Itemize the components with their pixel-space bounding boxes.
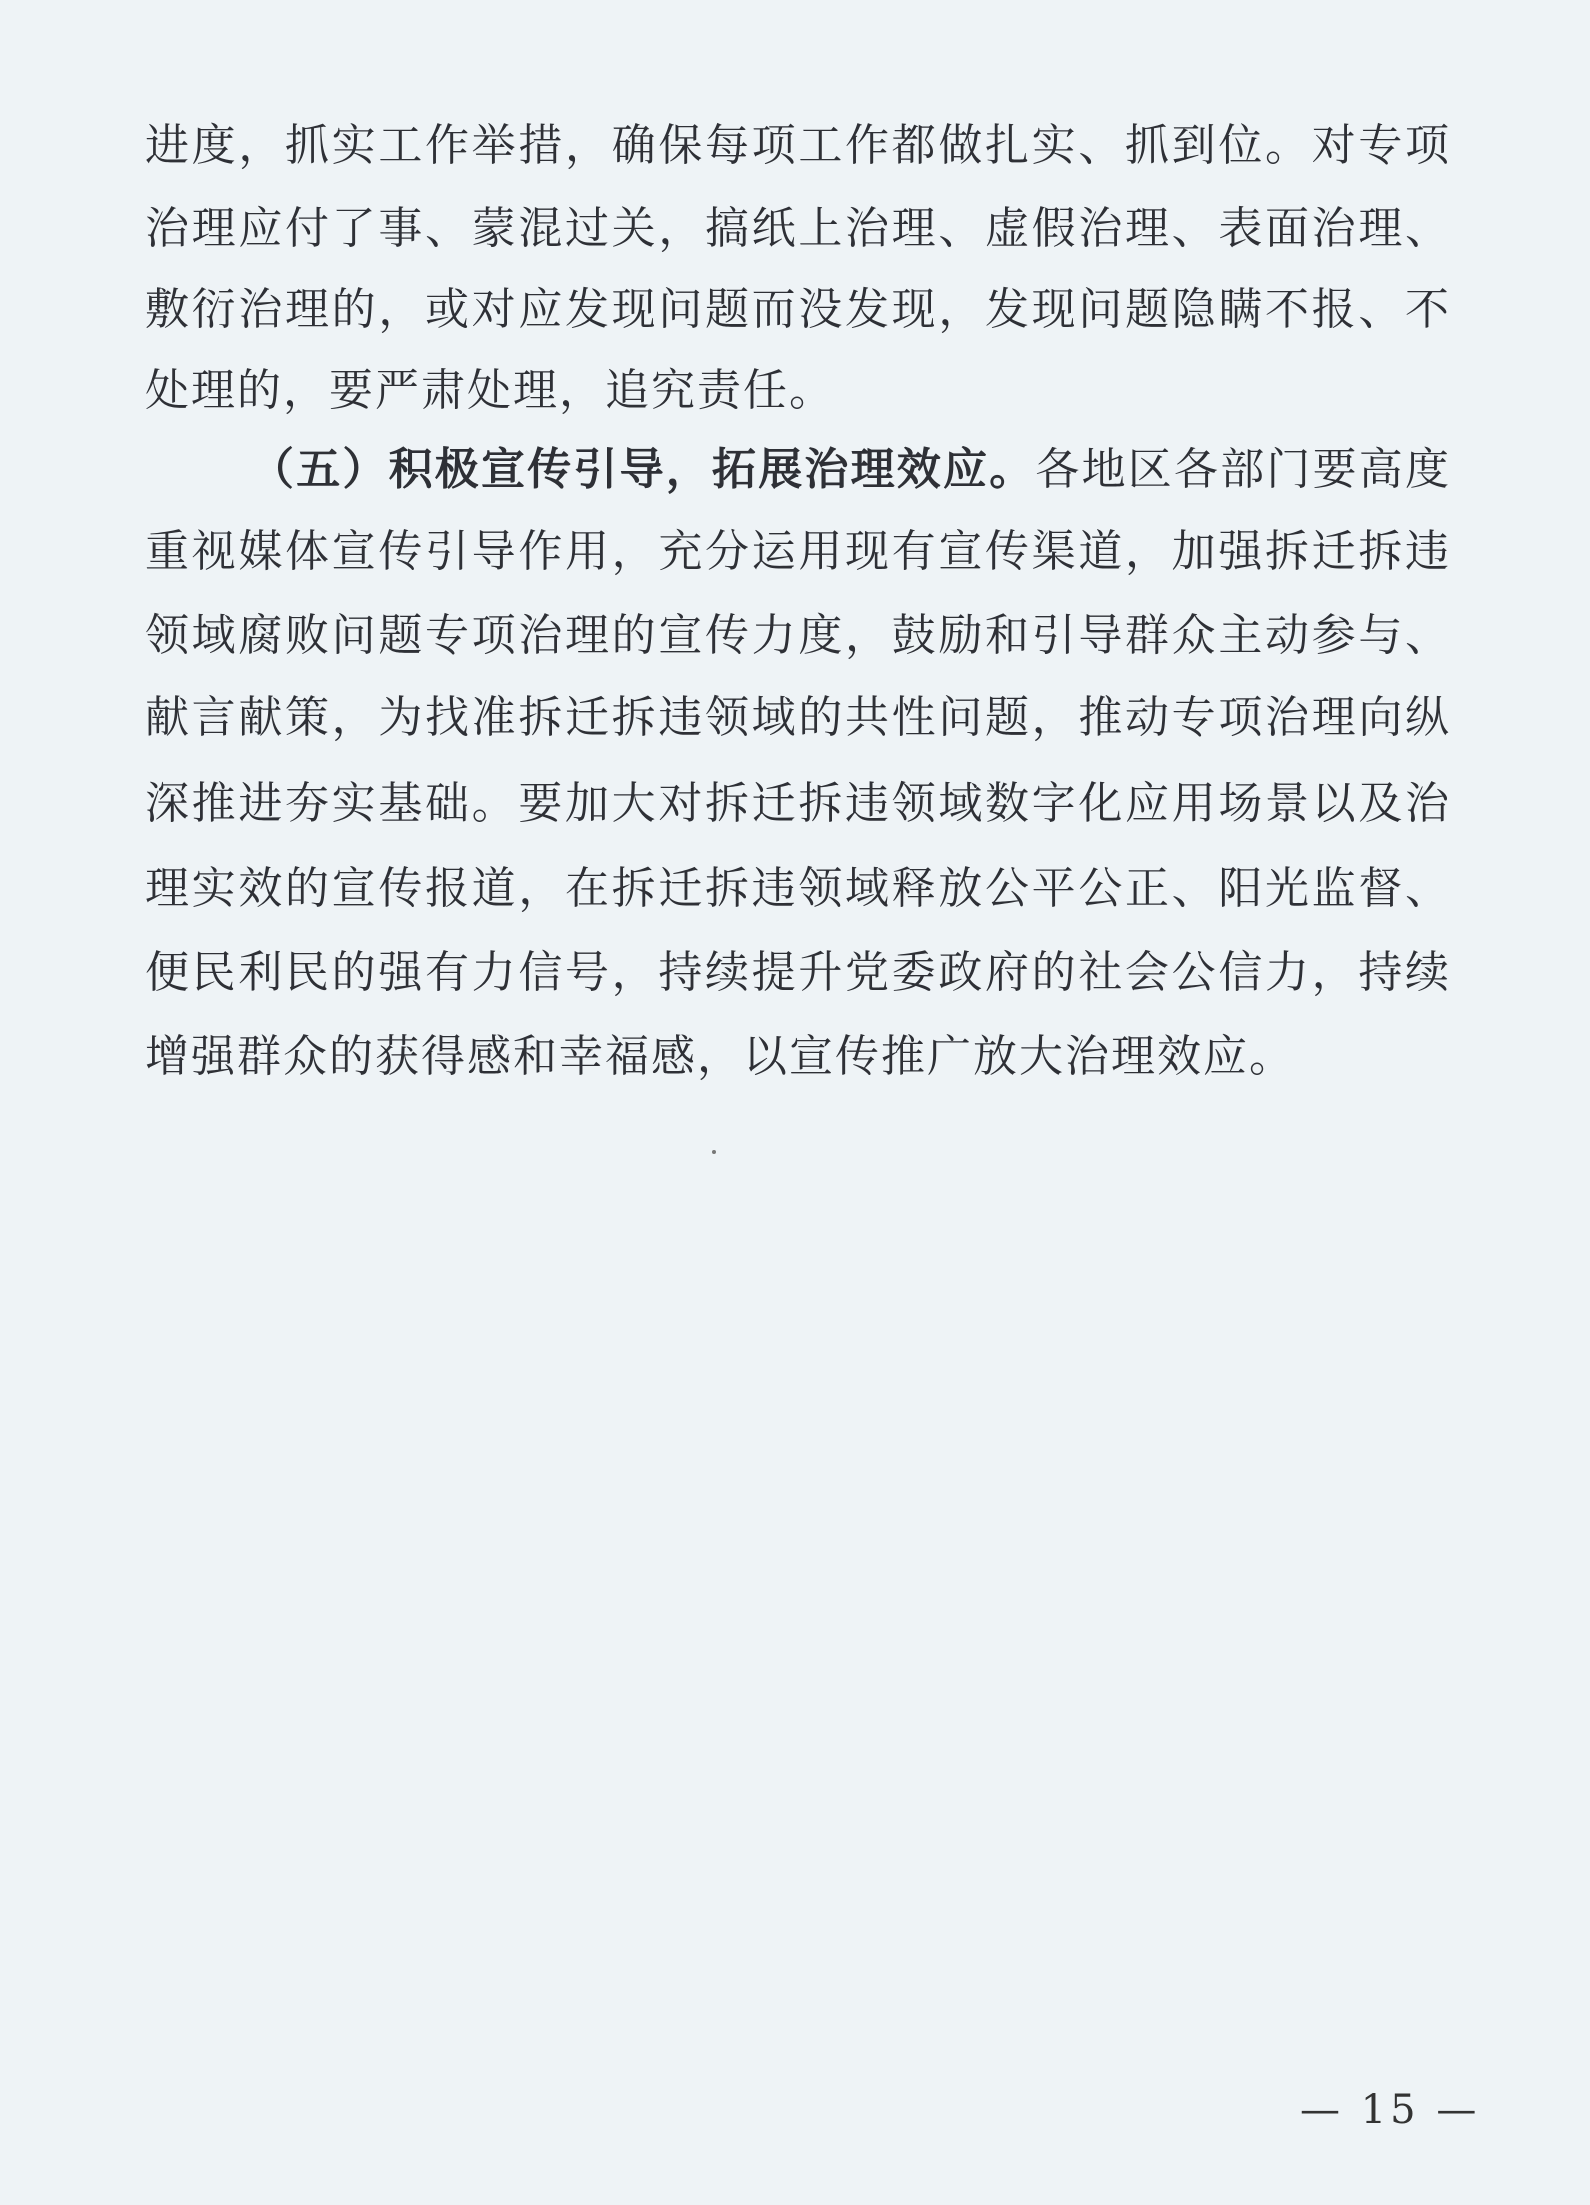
text-span: 各地区各部门要高度: [1035, 444, 1452, 495]
text-line: 领域腐败问题专项治理的宣传力度，鼓励和引导群众主动参与、: [145, 610, 1451, 661]
text-line: 进度，抓实工作举措，确保每项工作都做扎实、抓到位。对专项: [145, 120, 1451, 171]
text-line: 重视媒体宣传引导作用，充分运用现有宣传渠道，加强拆迁拆违: [145, 526, 1451, 577]
text-line: 理实效的宣传报道，在拆迁拆违领域释放公平公正、阳光监督、: [145, 863, 1451, 914]
section-heading: （五）积极宣传引导，拓展治理效应。: [250, 444, 1036, 495]
text-line: 深推进夯实基础。要加大对拆迁拆违领域数字化应用场景以及治: [145, 778, 1451, 829]
text-line: 便民利民的强有力信号，持续提升党委政府的社会公信力，持续: [145, 947, 1451, 998]
scan-speck: [712, 1150, 716, 1154]
text-line: 治理应付了事、蒙混过关，搞纸上治理、虚假治理、表面治理、: [145, 203, 1451, 254]
text-line: 处理的，要严肃处理，追究责任。: [145, 365, 835, 416]
text-line: 献言献策，为找准拆迁拆违领域的共性问题，推动专项治理向纵: [145, 692, 1451, 743]
text-line: [250, 430, 1451, 510]
text-line: 增强群众的获得感和幸福感，以宣传推广放大治理效应。: [145, 1031, 1295, 1082]
text-line: 敷衍治理的，或对应发现问题而没发现，发现问题隐瞒不报、不: [145, 284, 1451, 335]
page-number: — 15 —: [1300, 2087, 1481, 2133]
